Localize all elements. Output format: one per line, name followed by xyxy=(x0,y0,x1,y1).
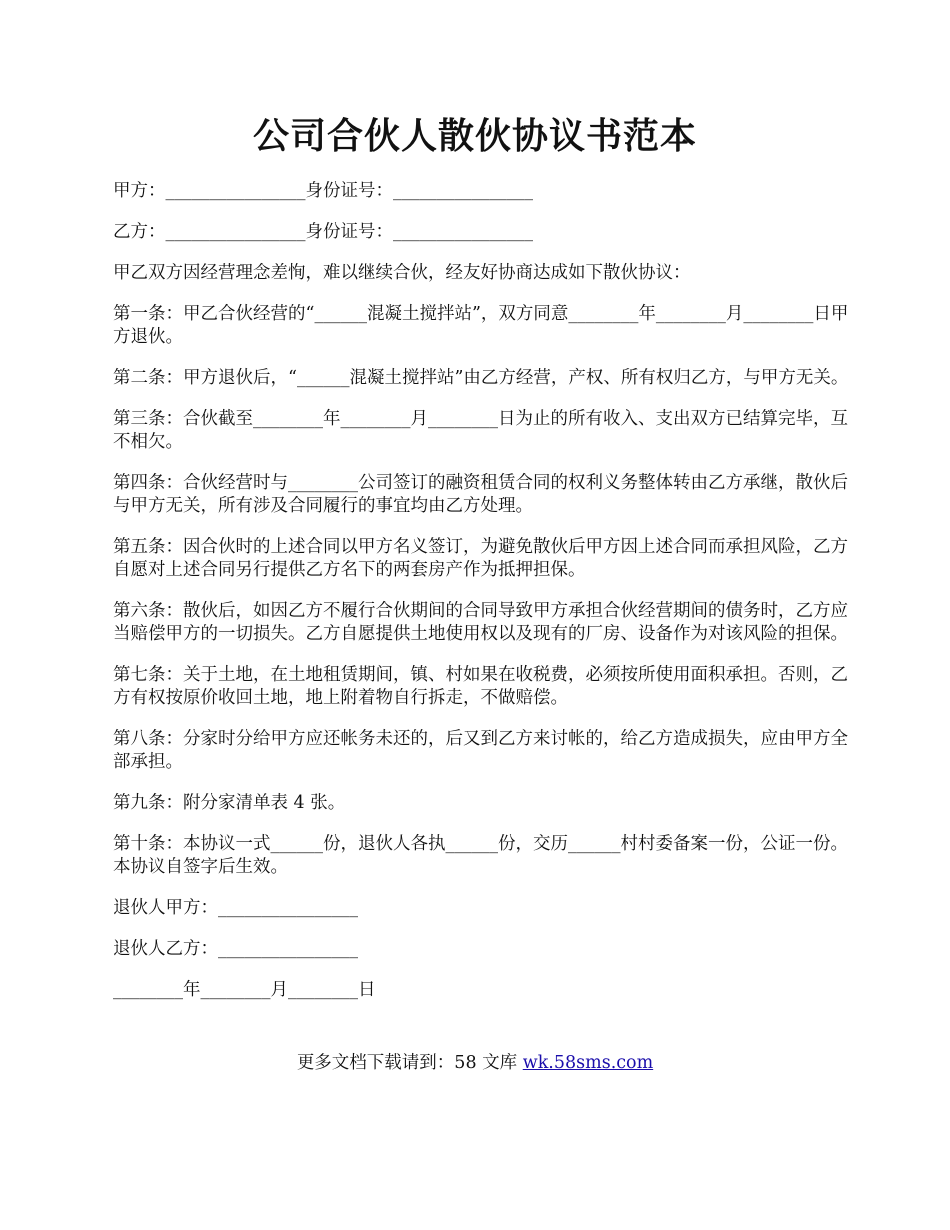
party-a-line: 甲方：________________身份证号：________________ xyxy=(113,181,533,201)
footer-link[interactable]: wk.58sms.com xyxy=(522,1053,654,1073)
article-3: 第三条：合伙截至________年________月________日为止的所有收入、支出双方已结算完毕，互不相欠。 xyxy=(113,409,848,452)
preamble: 甲乙双方因经营理念差恂，难以继续合伙，经友好协商达成如下散伙协议： xyxy=(113,263,691,283)
article-1: 第一条：甲乙合伙经营的“______混凝土搅拌站”，双方同意________年________月________日甲方退伙。 xyxy=(113,304,849,347)
signature-party-a: 退伙人甲方：________________ xyxy=(113,898,358,918)
article-7: 第七条：关于土地，在土地租赁期间，镇、村如果在收税费，必须按所使用面积承担。否则，乙方有权按原价收回土地，地上附着物自行拆走，不做赔偿。 xyxy=(113,665,848,708)
article-4: 第四条：合伙经营时与________公司签订的融资租赁合同的权利义务整体转由乙方承继，散伙后与甲方无关，所有涉及合同履行的事宜均由乙方处理。 xyxy=(113,473,848,516)
article-2: 第二条：甲方退伙后，“______混凝土搅拌站”由乙方经营，产权、所有权归乙方，与甲方无关。 xyxy=(113,368,849,388)
footer xyxy=(0,1052,950,1075)
party-b-line: 乙方：________________身份证号：________________ xyxy=(113,222,533,242)
signature-date: ________年________月________日 xyxy=(113,980,376,1000)
document-title: 公司合伙人散伙协议书范本 xyxy=(252,115,697,157)
article-10: 第十条：本协议一式______份，退伙人各执______份，交历______村村委备案一份，公证一份。本协议自签字后生效。 xyxy=(113,834,848,877)
article-5: 第五条：因合伙时的上述合同以甲方名义签订，为避免散伙后甲方因上述合同而承担风险，乙方自愿对上述合同另行提供乙方名下的两套房产作为抵押担保。 xyxy=(113,537,848,580)
signature-party-b: 退伙人乙方：________________ xyxy=(113,939,358,959)
document-body xyxy=(113,180,853,1020)
article-8: 第八条：分家时分给甲方应还帐务未还的，后又到乙方来讨帐的，给乙方造成损失，应由甲方全部承担。 xyxy=(113,729,848,772)
article-6: 第六条：散伙后，如因乙方不履行合伙期间的合同导致甲方承担合伙经营期间的债务时，乙方应当赔偿甲方的一切损失。乙方自愿提供土地使用权以及现有的厂房、设备作为对该风险的担保。 xyxy=(113,601,848,644)
footer-text: 更多文档下载请到：58 文库 xyxy=(296,1053,523,1073)
article-9: 第九条：附分家清单表 4 张。 xyxy=(113,793,346,813)
